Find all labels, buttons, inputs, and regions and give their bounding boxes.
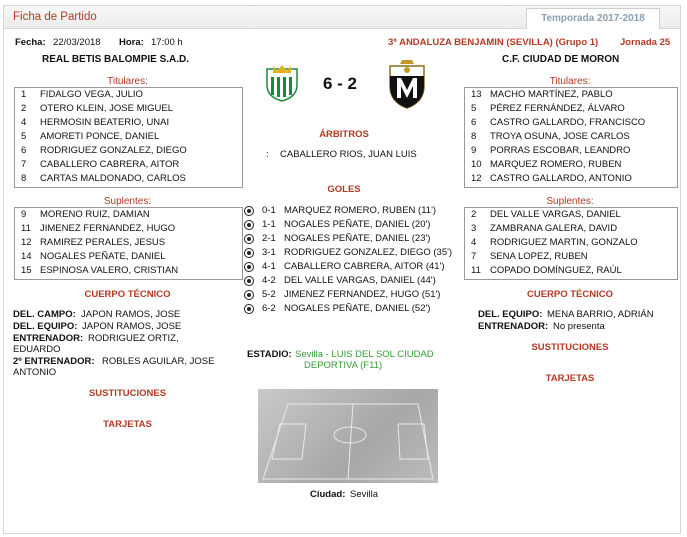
- stadium-pitch-image: [258, 389, 438, 483]
- away-sustituciones-heading: SUSTITUCIONES: [531, 342, 609, 353]
- player-name: CASTRO GALLARDO, FRANCISCO: [490, 117, 646, 128]
- panel-title: Ficha de Partido: [13, 11, 97, 23]
- player-name: PORRAS ESCOBAR, LEANDRO: [490, 145, 631, 156]
- home-suplente-player-row[interactable]: [15, 250, 242, 264]
- player-number: 11: [471, 265, 481, 276]
- home-segundo-value-1: ROBLES AGUILAR, JOSE: [102, 356, 215, 367]
- player-number: 2: [21, 103, 27, 114]
- home-segundo-label: 2º ENTRENADOR:: [13, 356, 95, 367]
- home-cuerpo-heading: CUERPO TÉCNICO: [84, 289, 171, 300]
- player-name: OTERO KLEIN, JOSE MIGUEL: [40, 103, 174, 114]
- moron-crest-icon: [384, 58, 430, 110]
- score: 6 - 2: [323, 74, 358, 93]
- away-suplente-player-row[interactable]: [465, 250, 677, 264]
- player-number: 8: [21, 173, 27, 184]
- away-suplente-player-row[interactable]: [465, 264, 677, 278]
- player-number: 6: [471, 117, 477, 128]
- player-name: CABALLERO CABRERA, AITOR: [40, 159, 180, 170]
- goal-score: 0-1: [262, 205, 276, 216]
- soccer-ball-icon: [244, 304, 254, 314]
- away-suplente-player-row[interactable]: [465, 236, 677, 250]
- home-titular-player-row[interactable]: [15, 102, 242, 116]
- hora-value: 17:00 h: [151, 37, 183, 48]
- player-name: RODRIGUEZ GONZALEZ, DIEGO: [40, 145, 187, 156]
- away-titular-player-row[interactable]: [465, 130, 677, 144]
- player-name: DEL VALLE VARGAS, DANIEL: [490, 209, 621, 220]
- home-entrenador-value-2: EDUARDO: [13, 344, 61, 355]
- home-titulares-list: [14, 87, 243, 188]
- goal-score: 6-2: [262, 303, 276, 314]
- home-segundo-value-2: ANTONIO: [13, 367, 57, 378]
- home-team-name[interactable]: REAL BETIS BALOMPIE S.A.D.: [42, 54, 190, 65]
- player-name: JIMENEZ FERNANDEZ, HUGO: [40, 223, 176, 234]
- player-number: 14: [21, 251, 32, 262]
- home-entrenador-value-1: RODRIGUEZ ORTIZ,: [88, 333, 179, 344]
- season-tab[interactable]: Temporada 2017-2018: [526, 8, 660, 29]
- away-suplente-player-row[interactable]: [465, 208, 677, 222]
- arbitro-name: CABALLERO RIOS, JUAN LUIS: [280, 149, 417, 160]
- home-suplentes-label: Suplentes:: [103, 196, 152, 207]
- soccer-ball-icon: [244, 220, 254, 230]
- away-titular-player-row[interactable]: [465, 158, 677, 172]
- player-number: 9: [21, 209, 27, 220]
- soccer-ball-icon: [244, 262, 254, 272]
- soccer-ball-icon: [244, 206, 254, 216]
- player-number: 7: [21, 159, 27, 170]
- player-number: 10: [471, 159, 482, 170]
- goles-heading: GOLES: [327, 184, 361, 195]
- away-titular-player-row[interactable]: [465, 144, 677, 158]
- home-titular-player-row[interactable]: [15, 144, 242, 158]
- goal-scorer: NOGALES PEÑATE, DANIEL (23'): [284, 233, 431, 244]
- soccer-ball-icon: [244, 290, 254, 300]
- home-team-crest[interactable]: [259, 63, 305, 103]
- away-titular-player-row[interactable]: [465, 102, 677, 116]
- home-suplentes-list: [14, 207, 243, 280]
- away-titular-player-row[interactable]: [465, 172, 677, 186]
- player-number: 11: [21, 223, 31, 234]
- away-titulares-list: [464, 87, 678, 188]
- fecha-value: 22/03/2018: [53, 37, 101, 48]
- player-name: ESPINOSA VALERO, CRISTIAN: [40, 265, 179, 276]
- player-number: 13: [471, 89, 482, 100]
- away-suplente-player-row[interactable]: [465, 222, 677, 236]
- goal-score: 2-1: [262, 233, 276, 244]
- ciudad-label: Ciudad:: [310, 489, 346, 500]
- home-del-campo-value: JAPON RAMOS, JOSE: [81, 309, 181, 320]
- goal-scorer: NOGALES PEÑATE, DANIEL (52'): [284, 303, 431, 314]
- away-cuerpo-heading: CUERPO TÉCNICO: [526, 289, 614, 300]
- player-name: RODRIGUEZ MARTIN, GONZALO: [490, 237, 638, 248]
- player-number: 9: [471, 145, 477, 156]
- home-del-campo-label: DEL. CAMPO:: [13, 309, 76, 320]
- home-titular-player-row[interactable]: [15, 158, 242, 172]
- home-suplente-player-row[interactable]: [15, 222, 242, 236]
- player-name: PÉREZ FERNÁNDEZ, ÁLVARO: [490, 103, 625, 114]
- player-name: MACHO MARTÍNEZ, PABLO: [490, 89, 613, 100]
- player-name: ZAMBRANA GALERA, DAVID: [490, 223, 618, 234]
- home-del-equipo-label: DEL. EQUIPO:: [13, 321, 78, 332]
- hora-label: Hora:: [119, 37, 144, 48]
- goal-scorer: CABALLERO CABRERA, AITOR (41'): [284, 261, 445, 272]
- estadio-name-2[interactable]: DEPORTIVA (F11): [304, 360, 383, 371]
- home-suplente-player-row[interactable]: [15, 236, 242, 250]
- away-titular-player-row[interactable]: [465, 88, 677, 102]
- home-sustituciones-heading: SUSTITUCIONES: [88, 388, 167, 399]
- goal-scorer: DEL VALLE VARGAS, DANIEL (44'): [284, 275, 436, 286]
- home-entrenador-label: ENTRENADOR:: [13, 333, 84, 344]
- player-number: 6: [21, 145, 27, 156]
- home-tarjetas-heading: TARJETAS: [103, 419, 152, 430]
- soccer-ball-icon: [244, 248, 254, 258]
- away-suplentes-list: [464, 207, 678, 280]
- arbitros-heading: ÁRBITROS: [319, 129, 369, 140]
- goal-scorer: NOGALES PEÑATE, DANIEL (20'): [284, 219, 431, 230]
- player-name: COPADO DOMÍNGUEZ, RAÚL: [490, 265, 622, 276]
- away-team-crest[interactable]: [384, 58, 430, 110]
- player-name: FIDALGO VEGA, JULIO: [40, 89, 143, 100]
- away-suplentes-label: Suplentes:: [546, 196, 594, 207]
- home-suplente-player-row[interactable]: [15, 264, 242, 278]
- home-titulares-label: Titulares:: [107, 76, 148, 87]
- betis-crest-icon: [259, 63, 305, 103]
- pitch-icon: [258, 389, 438, 483]
- away-titulares-label: Titulares:: [549, 76, 591, 87]
- panel-header: [4, 6, 680, 29]
- home-del-equipo-value: JAPON RAMOS, JOSE: [82, 321, 182, 332]
- away-del-equipo-label: DEL. EQUIPO:: [478, 309, 543, 320]
- goal-scorer: RODRIGUEZ GONZALEZ, DIEGO (35'): [284, 247, 453, 258]
- home-suplente-player-row[interactable]: [15, 208, 242, 222]
- player-number: 5: [471, 103, 477, 114]
- player-number: 12: [21, 237, 32, 248]
- player-name: NOGALES PEÑATE, DANIEL: [40, 251, 166, 262]
- goal-score: 3-1: [262, 247, 276, 258]
- home-titular-player-row[interactable]: [15, 130, 242, 144]
- soccer-ball-icon: [244, 276, 254, 286]
- home-titular-player-row[interactable]: [15, 116, 242, 130]
- soccer-ball-icon: [244, 234, 254, 244]
- player-name: CASTRO GALLARDO, ANTONIO: [490, 173, 632, 184]
- goal-score: 1-1: [262, 219, 276, 230]
- away-team-name[interactable]: C.F. CIUDAD DE MORON: [502, 54, 620, 65]
- player-number: 4: [471, 237, 477, 248]
- goal-scorer: JIMENEZ FERNANDEZ, HUGO (51'): [284, 289, 441, 300]
- player-name: MORENO RUIZ, DAMIAN: [40, 209, 150, 220]
- player-name: MARQUEZ ROMERO, RUBEN: [490, 159, 622, 170]
- ciudad-value: Sevilla: [350, 489, 378, 500]
- estadio-name-1[interactable]: Sevilla - LUIS DEL SOL CIUDAD: [295, 349, 434, 360]
- player-number: 8: [471, 131, 477, 142]
- fecha-label: Fecha:: [15, 37, 46, 48]
- away-tarjetas-heading: TARJETAS: [545, 373, 595, 384]
- estadio-label: ESTADIO:: [247, 349, 292, 360]
- player-number: 12: [471, 173, 482, 184]
- player-number: 2: [471, 209, 477, 220]
- away-entrenador-label: ENTRENADOR:: [478, 321, 549, 332]
- player-number: 4: [21, 117, 27, 128]
- arbitro-separator: :: [266, 149, 269, 160]
- player-number: 1: [21, 89, 27, 100]
- away-titular-player-row[interactable]: [465, 116, 677, 130]
- player-number: 3: [471, 223, 477, 234]
- match-sheet-panel: [3, 5, 681, 534]
- home-titular-player-row[interactable]: [15, 172, 242, 186]
- player-name: AMORETI PONCE, DANIEL: [40, 131, 160, 142]
- player-number: 5: [21, 131, 27, 142]
- player-name: CARTAS MALDONADO, CARLOS: [40, 173, 186, 184]
- away-entrenador-value: No presenta: [553, 321, 605, 332]
- goal-score: 5-2: [262, 289, 276, 300]
- goal-score: 4-1: [262, 261, 276, 272]
- home-titular-player-row[interactable]: [15, 88, 242, 102]
- goal-score: 4-2: [262, 275, 276, 286]
- competition-link[interactable]: 3ª ANDALUZA BENJAMIN (SEVILLA) (Grupo 1): [388, 37, 599, 48]
- player-number: 7: [471, 251, 477, 262]
- player-number: 15: [21, 265, 32, 276]
- goal-scorer: MARQUEZ ROMERO, RUBEN (11'): [284, 205, 437, 216]
- player-name: HERMOSIN BEATERIO, UNAI: [40, 117, 170, 128]
- away-del-equipo-value: MENA BARRIO, ADRIÁN: [547, 309, 654, 320]
- player-name: SENA LOPEZ, RUBEN: [490, 251, 588, 262]
- player-name: TROYA OSUNA, JOSE CARLOS: [490, 131, 630, 142]
- player-name: RAMIREZ PERALES, JESUS: [40, 237, 166, 248]
- jornada-link[interactable]: Jornada 25: [620, 37, 671, 48]
